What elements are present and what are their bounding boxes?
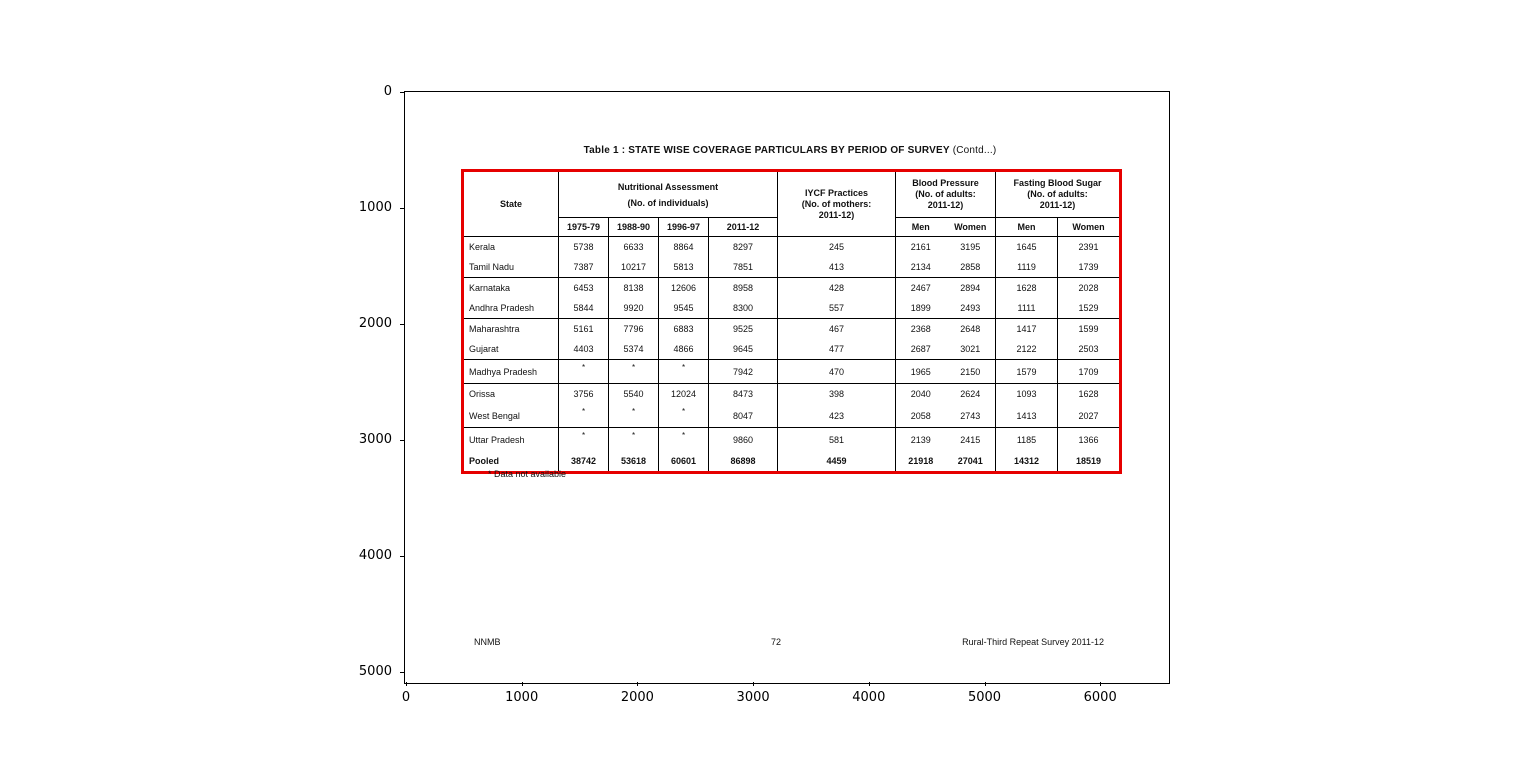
- value-cell: 2648: [960, 324, 981, 334]
- state-cell: Tamil Nadu: [463, 257, 559, 278]
- table-row: [463, 237, 1121, 258]
- bp-men-women-cell: [896, 257, 996, 278]
- x-tick-mark: [869, 682, 870, 686]
- bp-men-women-cell: [896, 451, 996, 473]
- header-fasting-blood-sugar: Fasting Blood Sugar (No. of adults: 2011-12): [996, 171, 1121, 218]
- table-row: [463, 319, 1121, 340]
- value-cell: 1628: [996, 278, 1058, 299]
- value-cell: 9860: [709, 428, 778, 452]
- value-cell: 8047: [709, 404, 778, 428]
- state-cell: Orissa: [469, 389, 496, 399]
- value-cell: 6633: [609, 237, 659, 258]
- value-cell: 1413: [996, 404, 1058, 428]
- y-tick-label: 4000: [358, 548, 392, 563]
- y-tick-mark: [400, 208, 404, 209]
- value-cell: 423: [778, 404, 896, 428]
- y-tick-label: 5000: [358, 664, 392, 679]
- value-cell: 3021: [960, 344, 981, 354]
- value-cell: 2415: [960, 434, 981, 445]
- bp-men-women-cell: [896, 298, 996, 319]
- value-cell: 4403: [559, 339, 609, 360]
- y-tick-mark: [400, 556, 404, 557]
- value-cell: 27041: [957, 456, 983, 466]
- value-cell: 3195: [960, 242, 981, 252]
- value-cell: 1645: [996, 237, 1058, 258]
- value-cell: 2150: [960, 366, 981, 377]
- value-cell: 2058: [910, 410, 931, 421]
- value-cell: 8958: [709, 278, 778, 299]
- x-tick-label: 5000: [967, 690, 1002, 705]
- value-cell: 1093: [996, 384, 1058, 405]
- value-cell: 7851: [709, 257, 778, 278]
- x-tick-label: 1000: [505, 690, 539, 705]
- value-cell: *: [559, 404, 609, 428]
- value-cell: 12024: [659, 384, 709, 405]
- page-title-main: Table 1 : STATE WISE COVERAGE PARTICULARS BY PERIOD OF SURVEY: [583, 145, 950, 156]
- value-cell: 470: [778, 360, 896, 384]
- bp-men-women-cell: [896, 428, 996, 452]
- value-cell: 5813: [659, 257, 709, 278]
- value-cell: 4866: [659, 339, 709, 360]
- header-fbs-women: Women: [1058, 218, 1121, 237]
- x-tick-mark: [406, 682, 407, 686]
- value-cell: *: [559, 360, 609, 384]
- value-cell: 428: [778, 278, 896, 299]
- value-cell: 2687: [910, 344, 931, 354]
- na-subtitle: (No. of individuals): [627, 197, 709, 208]
- value-cell: 1185: [996, 428, 1058, 452]
- value-cell: *: [609, 360, 659, 384]
- value-cell: 398: [778, 384, 896, 405]
- header-year-1975-79: 1975-79: [559, 218, 609, 237]
- value-cell: 53618: [609, 451, 659, 473]
- value-cell: 7387: [559, 257, 609, 278]
- value-cell: 2368: [910, 324, 931, 334]
- header-bp-men: Men: [911, 222, 930, 232]
- value-cell: 1417: [996, 319, 1058, 340]
- value-cell: 1599: [1058, 319, 1121, 340]
- value-cell: 2503: [1058, 339, 1121, 360]
- footer-org: NNMB: [474, 637, 501, 647]
- value-cell: 1366: [1058, 428, 1121, 452]
- value-cell: 1628: [1058, 384, 1121, 405]
- table-row: [463, 339, 1121, 360]
- bp-men-women-cell: [896, 404, 996, 428]
- value-cell: 60601: [659, 451, 709, 473]
- x-tick-label: 6000: [1083, 690, 1117, 705]
- table-row: [463, 360, 1121, 384]
- y-tick-mark: [400, 440, 404, 441]
- state-cell: Karnataka: [469, 283, 511, 293]
- footnote: * Data not available: [488, 469, 567, 479]
- value-cell: 477: [778, 339, 896, 360]
- value-cell: 8300: [709, 298, 778, 319]
- x-tick-mark: [637, 682, 638, 686]
- header-state: State: [463, 171, 559, 237]
- na-title: Nutritional Assessment: [617, 181, 719, 192]
- value-cell: 7796: [609, 319, 659, 340]
- y-tick-mark: [400, 92, 404, 93]
- value-cell: 5844: [559, 298, 609, 319]
- coverage-table: [461, 169, 1122, 474]
- x-tick-label: 3000: [736, 690, 770, 705]
- table-row: [463, 384, 1121, 405]
- header-bp-men-women: [896, 218, 996, 237]
- plot-area: [404, 91, 1170, 684]
- value-cell: 2894: [960, 283, 981, 293]
- state-cell: Gujarat: [463, 339, 559, 360]
- table-row: [463, 298, 1121, 319]
- header-year-1996-97: 1996-97: [659, 218, 709, 237]
- value-cell: 1709: [1058, 360, 1121, 384]
- value-cell: 557: [778, 298, 896, 319]
- value-cell: 86898: [709, 451, 778, 473]
- x-tick-label: 0: [401, 690, 411, 705]
- value-cell: 21918: [908, 456, 934, 466]
- value-cell: 6453: [559, 278, 609, 299]
- y-tick-label: 1000: [358, 200, 392, 215]
- value-cell: 5374: [609, 339, 659, 360]
- value-cell: 2743: [960, 410, 981, 421]
- state-cell: Madhya Pradesh: [463, 360, 559, 384]
- value-cell: 245: [778, 237, 896, 258]
- value-cell: 1579: [996, 360, 1058, 384]
- value-cell: 2122: [996, 339, 1058, 360]
- x-tick-mark: [1100, 682, 1101, 686]
- state-cell: West Bengal: [463, 404, 559, 428]
- header-year-2011-12: 2011-12: [709, 218, 778, 237]
- header-blood-pressure: Blood Pressure (No. of adults: 2011-12): [896, 171, 996, 218]
- value-cell: 10217: [609, 257, 659, 278]
- value-cell: 581: [778, 428, 896, 452]
- x-tick-label: 4000: [852, 690, 886, 705]
- header-iycf: IYCF Practices (No. of mothers: 2011-12): [778, 171, 896, 237]
- value-cell: 2858: [960, 262, 981, 272]
- value-cell: 2027: [1058, 404, 1121, 428]
- header-fbs-men: Men: [996, 218, 1058, 237]
- table-row: [463, 404, 1121, 428]
- value-cell: 2391: [1058, 237, 1121, 258]
- bp-men-women-cell: [896, 319, 996, 340]
- y-tick-mark: [400, 672, 404, 673]
- bp-men-women-cell: [896, 360, 996, 384]
- x-tick-label: 2000: [620, 690, 654, 705]
- value-cell: 1739: [1058, 257, 1121, 278]
- value-cell: 38742: [559, 451, 609, 473]
- value-cell: *: [659, 360, 709, 384]
- header-year-1988-90: 1988-90: [609, 218, 659, 237]
- state-cell: Andhra Pradesh: [463, 298, 559, 319]
- value-cell: 2624: [960, 389, 981, 399]
- value-cell: 2467: [910, 283, 931, 293]
- value-cell: 2028: [1058, 278, 1121, 299]
- value-cell: 12606: [659, 278, 709, 299]
- value-cell: 18519: [1058, 451, 1121, 473]
- value-cell: 5738: [559, 237, 609, 258]
- state-cell: Pooled: [469, 456, 500, 466]
- state-cell: Kerala: [469, 242, 496, 252]
- table-row: [463, 257, 1121, 278]
- value-cell: 14312: [996, 451, 1058, 473]
- table-row: [463, 278, 1121, 299]
- value-cell: 2493: [960, 303, 981, 313]
- bp-men-women-cell: [896, 237, 996, 258]
- value-cell: 3756: [559, 384, 609, 405]
- value-cell: 2139: [910, 434, 931, 445]
- value-cell: 467: [778, 319, 896, 340]
- y-tick-label: 3000: [358, 432, 392, 447]
- state-cell: Maharashtra: [469, 324, 520, 334]
- page-title: [461, 145, 1119, 156]
- state-cell: Uttar Pradesh: [469, 434, 525, 445]
- value-cell: 8138: [609, 278, 659, 299]
- page-title-contd: (Contd...): [949, 145, 997, 156]
- value-cell: 1899: [910, 303, 931, 313]
- value-cell: 9545: [659, 298, 709, 319]
- value-cell: 1119: [996, 257, 1058, 278]
- value-cell: *: [609, 428, 659, 452]
- header-bp-women: Women: [954, 222, 987, 232]
- value-cell: 1965: [910, 366, 931, 377]
- y-tick-label: 0: [383, 84, 392, 99]
- table-body: [463, 237, 1121, 473]
- value-cell: 7942: [709, 360, 778, 384]
- value-cell: 4459: [778, 451, 896, 473]
- value-cell: 1529: [1058, 298, 1121, 319]
- value-cell: 5540: [609, 384, 659, 405]
- bp-men-women-cell: [896, 384, 996, 405]
- footer-survey-name: Rural-Third Repeat Survey 2011-12: [962, 637, 1104, 647]
- value-cell: 2040: [910, 389, 931, 399]
- table-row: [463, 428, 1121, 452]
- footer-page-number: 72: [770, 637, 781, 647]
- y-tick-label: 2000: [358, 316, 392, 331]
- value-cell: 8864: [659, 237, 709, 258]
- bp-men-women-cell: [896, 339, 996, 360]
- value-cell: *: [609, 404, 659, 428]
- value-cell: *: [559, 428, 609, 452]
- value-cell: 9525: [709, 319, 778, 340]
- value-cell: 2161: [910, 242, 931, 252]
- x-tick-mark: [522, 682, 523, 686]
- header-nutritional-assessment: [559, 171, 778, 218]
- value-cell: *: [659, 428, 709, 452]
- x-tick-mark: [753, 682, 754, 686]
- bp-men-women-cell: [896, 278, 996, 299]
- value-cell: 5161: [559, 319, 609, 340]
- value-cell: 9920: [609, 298, 659, 319]
- value-cell: 8473: [709, 384, 778, 405]
- value-cell: *: [659, 404, 709, 428]
- value-cell: 9645: [709, 339, 778, 360]
- value-cell: 1111: [996, 298, 1058, 319]
- y-tick-mark: [400, 324, 404, 325]
- value-cell: 6883: [659, 319, 709, 340]
- value-cell: 8297: [709, 237, 778, 258]
- value-cell: 2134: [910, 262, 931, 272]
- value-cell: 413: [778, 257, 896, 278]
- x-tick-mark: [985, 682, 986, 686]
